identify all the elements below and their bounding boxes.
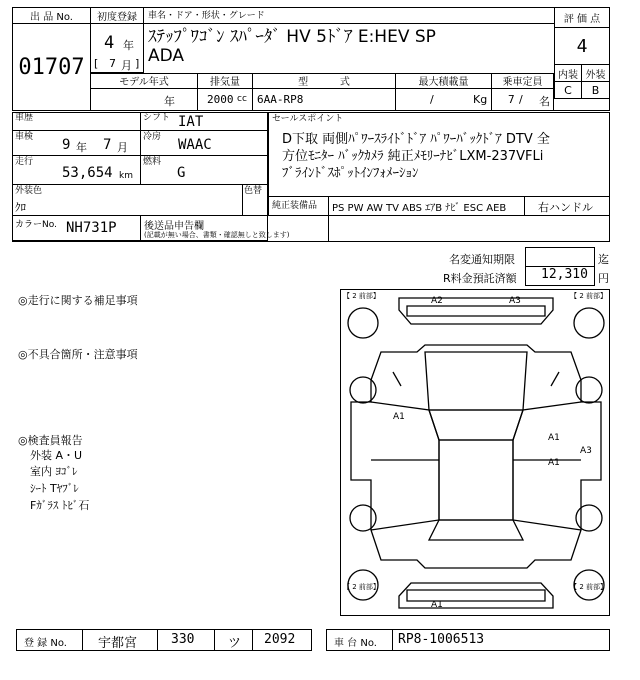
equipment-value: PS PW AW TV ABS ｴｱB ﾅﾋﾞ ESC AEB [332,203,507,214]
color-row-vline [140,215,141,242]
hood [425,352,527,410]
chassis-no: RP8-1006513 [398,632,485,647]
recolor-label: 色替 [244,186,263,196]
sales-line1: D下取 両側ﾊﾟﾜｰｽﾗｲﾄﾞﾄﾞｱ ﾊﾟﾜｰﾊﾞｯｸﾄﾞｱ DTV 全 [282,132,550,147]
lot-label: 出 品 No. [12,7,91,24]
damage-right-a1-top: A1 [548,433,560,443]
name-line2: ADA [148,46,185,66]
mileage-label: 走行 [15,157,34,167]
fuel-value: G [177,165,186,181]
wheel-mid-left-bot [350,505,376,531]
score-label: 評 価 点 [554,7,610,28]
name-change-label: 名変通知期限 [449,253,515,266]
recycle-amount: 12,310 [541,267,588,282]
defects-label: ◎不具合箇所・注意事項 [18,348,138,361]
capacity-label: 乗車定員 [492,73,554,89]
capacity-sep: / [519,93,523,106]
interior-label: 内装 [554,65,582,82]
ext-color-label: 外装色 [15,186,43,196]
corner-label-tl: 【 2 前部】 [343,292,380,300]
first-reg-bracket-close: ] [135,57,140,70]
reg-class: 330 [171,632,195,647]
first-reg-month-unit: 月 [121,59,132,72]
report-line1: 外装 A・U [30,449,83,462]
chassis-label: 車 台 No. [334,638,377,649]
name-change-unit: 迄 [598,253,609,266]
max-load-label: 最大積載量 [396,73,492,89]
ac-label: 冷房 [143,132,162,142]
roof [439,440,513,520]
first-reg-year-unit: 年 [123,39,134,52]
first-reg-month: 7 [109,57,116,70]
inspection-label: 車検 [15,132,34,142]
equipment-vline [328,196,329,216]
capacity-cell [492,89,554,111]
history-label: 車歴 [15,113,34,123]
recycle-label: R料金預託済額 [443,272,517,285]
rear-bumper [399,583,553,608]
lot-number: 01707 [12,24,91,111]
sales-line3: ﾌﾞﾗｲﾝﾄﾞｽﾎﾟｯﾄｲﾝﾌｫﾒｰｼｮﾝ [282,166,419,181]
rear-glass [429,520,523,540]
left-doors [371,402,439,530]
recycle-unit: 円 [598,272,609,285]
equipment-vline-2 [524,196,525,216]
driving-notes-label: ◎走行に関する補足事項 [18,294,138,307]
shift-label: シフト [143,113,171,123]
displacement-unit: cc [237,94,247,104]
damage-front-a3: A3 [509,296,521,306]
wheel-mid-right-bot [576,505,602,531]
footer-chassis-vline [392,629,393,651]
displacement-value: 2000 [207,93,234,106]
vehicle-vline-recolor [242,184,243,215]
windshield [429,410,523,440]
type-cell [253,89,396,111]
damage-left-a1: A1 [393,412,405,422]
model-year-label: モデル年式 [91,73,198,89]
footer-vline-3 [214,629,215,651]
report-line2: 室内 ﾖｺﾞﾚ [30,465,78,478]
wheel-mid-right-top [576,377,602,403]
handle-value: 右ハンドル [538,201,593,214]
mileage-unit: km [119,171,133,181]
type-label: 型 式 [253,73,396,89]
max-load-cell [396,89,492,111]
damage-rear-a1: A1 [431,600,443,610]
name-line1: ｽﾃｯﾌﾟﾜｺﾞﾝ ｽﾊﾟｰﾀﾞ HV 5ﾄﾞｱ E:HEV SP [148,27,436,47]
color-row-vline-2 [328,215,329,242]
wheel-front-right [574,308,604,338]
first-reg-cell [91,24,144,73]
type-value: 6AA-RP8 [257,93,304,106]
footer-vline-2 [157,629,158,651]
aftermarket-label: 後送品申告欄 [144,221,204,232]
displacement-cell [198,89,253,111]
inspection-year-unit: 年 [76,141,87,154]
exterior-label: 外装 [582,65,610,82]
fuel-label: 燃料 [143,157,162,167]
capacity-value: 7 [508,93,515,106]
inspection-month-unit: 月 [117,141,128,154]
model-year-unit: 年 [164,95,175,108]
first-reg-label: 初度登録 [91,7,144,24]
first-reg-year: 4 [104,33,115,53]
displacement-label: 排気量 [198,73,253,89]
inspector-label: ◎検査員報告 [18,434,83,447]
max-load-sep: / [430,93,434,106]
sales-line2: 方位ﾓﾆﾀｰ ﾊﾞｯｸｶﾒﾗ 純正ﾒﾓﾘｰﾅﾋﾞLXM-237VFLi [282,149,544,164]
model-year-cell [91,89,198,111]
reg-number: 2092 [264,632,296,647]
footer-vline-4 [252,629,253,651]
right-doors [513,402,581,530]
reg-kana: ツ [228,636,242,651]
wheel-mid-left-top [350,377,376,403]
vehicle-vline [140,112,141,184]
max-load-unit: Kg [473,93,488,106]
footer-vline-1 [82,629,83,651]
shift-value: IAT [178,114,204,130]
equipment-line [268,196,610,197]
car-outline-svg [341,290,611,617]
damage-right-a3: A3 [580,446,592,456]
capacity-unit: 名 [539,95,550,108]
ac-value: WAAC [178,137,212,153]
inspection-month: 7 [103,137,112,153]
inspection-year: 9 [62,137,71,153]
report-line3: ｼｰﾄ Tﾔﾌﾞﾚ [30,482,79,495]
color-no-label: カラーNo. [15,220,57,230]
wheel-front-left [348,308,378,338]
interior-grade: C [554,82,582,99]
body-outline [351,345,601,568]
corner-label-tr: 【 2 前部】 [570,292,607,300]
reg-label: 登 録 No. [24,638,67,649]
corner-label-bl: 【 2 前部】 [343,583,380,591]
name-change-box [525,247,595,267]
sales-label: セールスポイント [272,114,344,124]
report-line4: Fｶﾞﾗｽ ﾄﾋﾞ石 [30,499,90,512]
color-no-value: NH731P [66,220,117,236]
first-reg-bracket-open: [ [94,57,99,70]
equipment-label: 純正装備品 [272,201,318,211]
exterior-grade: B [582,82,610,99]
aftermarket-note: (記載が無い場合、書類・確認無しと致します) [144,231,290,239]
damage-right-a1-bot: A1 [548,458,560,468]
front-bumper [399,298,553,324]
car-diagram [340,289,610,616]
vehicle-line-3 [12,184,268,185]
ext-color-value: ｸﾛ [15,201,26,214]
score-value: 4 [554,28,610,65]
reg-region: 宇都宮 [98,636,138,651]
mileage-value: 53,654 [62,165,113,181]
damage-front-a2: A2 [431,296,443,306]
name-label: 車名・ドア・形状・グレード [144,7,554,24]
corner-label-br: 【 2 前部】 [570,583,607,591]
